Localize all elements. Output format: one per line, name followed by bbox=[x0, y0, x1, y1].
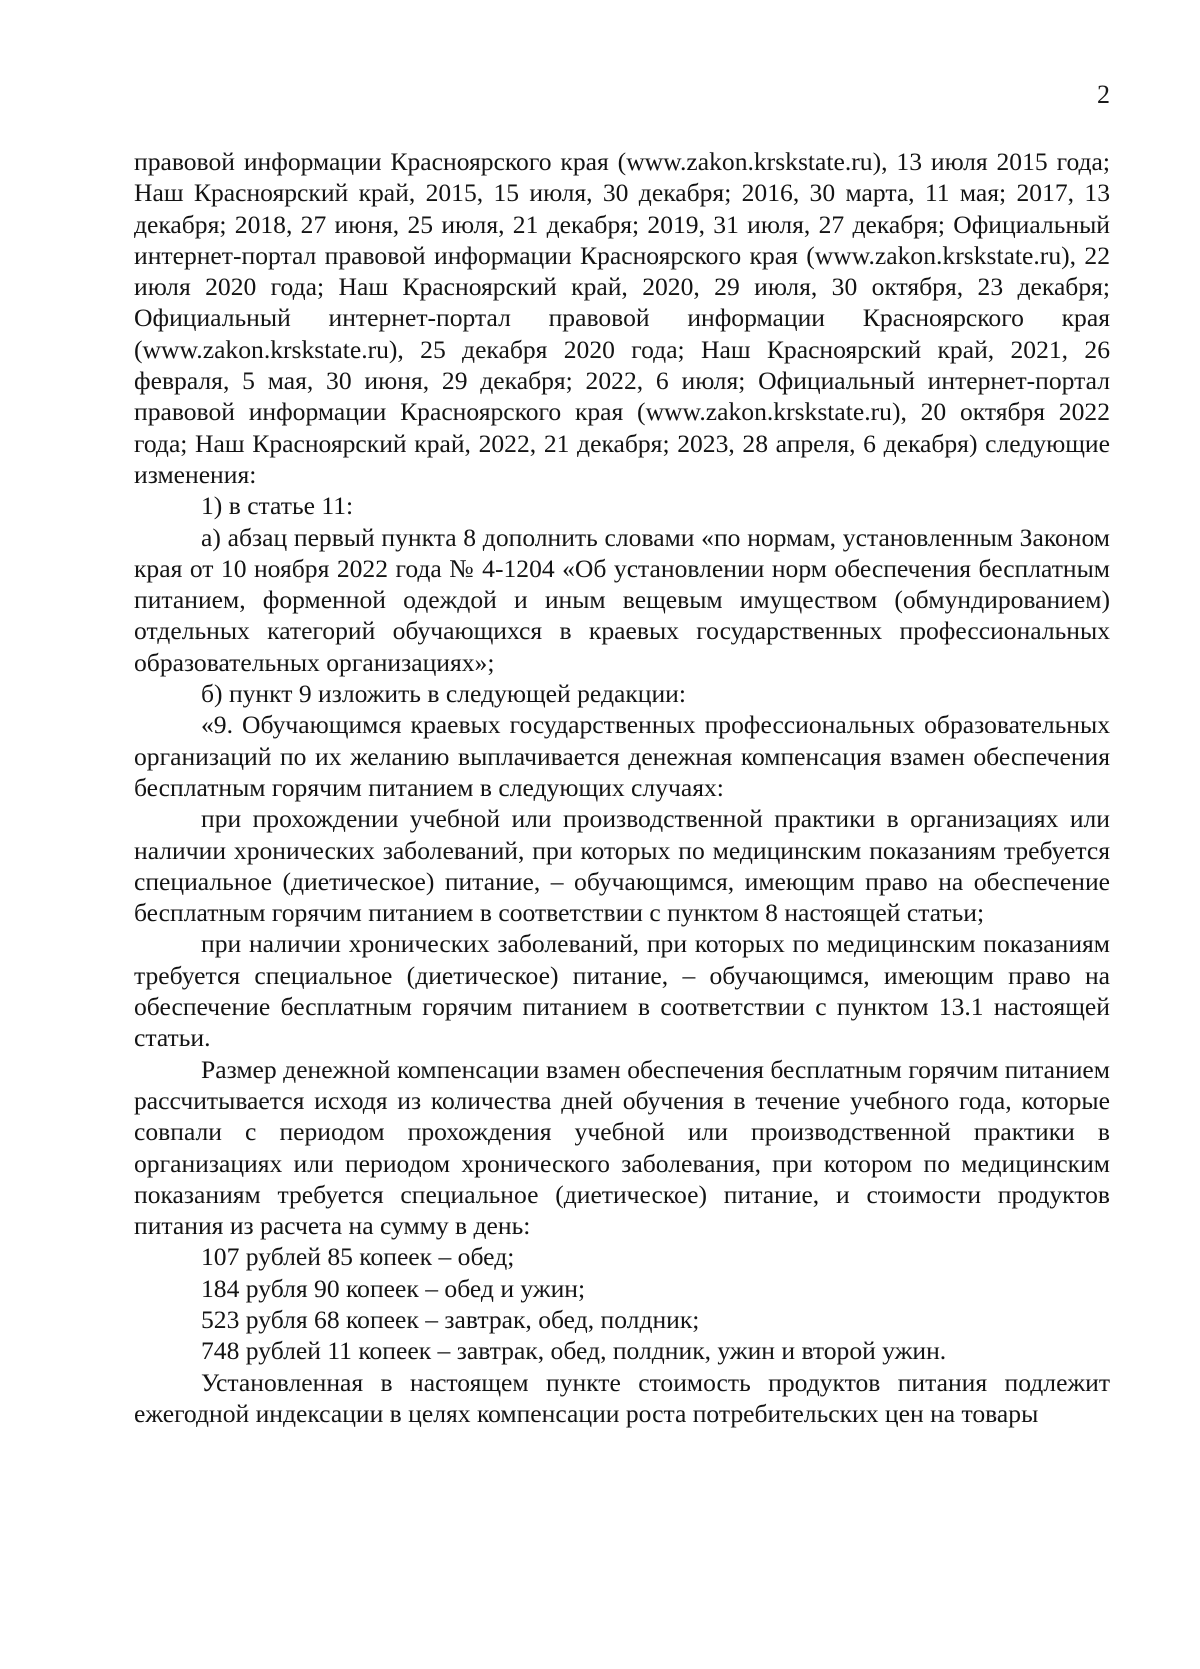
paragraph-subitem-b: б) пункт 9 изложить в следующей редакции: bbox=[201, 679, 686, 709]
paragraph-subitem-a: а) абзац первый пункта 8 дополнить словами «по нормам, установленным Законом края от 10 ноября 2022 года № 4-1204 «Об установлении норм обеспечения бесплатным питанием, форменной одеждой и иным вещевым имуществом (обмундированием) отдельных категорий обучающихся в краевых государственных профессиональных образовательных организациях»; bbox=[134, 522, 1110, 677]
paragraph-item-1: 1) в статье 11: bbox=[201, 491, 354, 521]
price-item-lunch-dinner: 184 рубля 90 копеек – обед и ужин; bbox=[201, 1273, 586, 1303]
paragraph-indexation: Установленная в настоящем пункте стоимость продуктов питания подлежит ежегодной индексации в целях компенсации роста потребительских цен на товары bbox=[134, 1367, 1110, 1428]
price-item-breakfast-lunch-snack: 523 рубля 68 копеек – завтрак, обед, полдник; bbox=[201, 1304, 700, 1334]
price-item-full-day: 748 рублей 11 копеек – завтрак, обед, полдник, ужин и второй ужин. bbox=[201, 1336, 947, 1366]
page-number: 2 bbox=[1097, 80, 1110, 109]
paragraph-point-9: «9. Обучающимся краевых государственных профессиональных образовательных организаций по их желанию выплачивается денежная компенсация взамен обеспечения бесплатным горячим питанием в следующих случаях: bbox=[134, 710, 1110, 802]
price-item-lunch: 107 рублей 85 копеек – обед; bbox=[201, 1242, 515, 1272]
document-body bbox=[134, 146, 1110, 1429]
paragraph-compensation-size: Размер денежной компенсации взамен обеспечения бесплатным горячим питанием рассчитывается исходя из количества дней обучения в течение учебного года, которые совпали с периодом прохождения учебной или производственной практики в организациях или периодом хронического заболевания, при котором по медицинским показаниям требуется специальное (диетическое) питание, и стоимости продуктов питания из расчета на сумму в день: bbox=[134, 1054, 1110, 1241]
paragraph-publication-list: правовой информации Красноярского края (www.zakon.krskstate.ru), 13 июля 2015 года; Наш Красноярский край, 2015, 15 июля, 30 декабря; 2016, 30 марта, 11 мая; 2017, 13 декабря; 2018, 27 июня, 25 июля, 21 декабря; 2019, 31 июля, 27 декабря; Официальный интернет-портал правовой информации Красноярского края (www.zakon.krskstate.ru), 22 июля 2020 года; Наш Красноярский край, 2020, 29 июля, 30 октября, 23 декабря; Официальный интернет-портал правовой информации Красноярского края (www.zakon.krskstate.ru), 25 декабря 2020 года; Наш Красноярский край, 2021, 26 февраля, 5 мая, 30 июня, 29 декабря; 2022, 6 июля; Официальный интернет-портал правовой информации Красноярского края (www.zakon.krskstate.ru), 20 октября 2022 года; Наш Красноярский край, 2022, 21 декабря; 2023, 28 апреля, 6 декабря) следующие изменения: bbox=[134, 147, 1110, 489]
paragraph-case-chronic: при наличии хронических заболеваний, при которых по медицинским показаниям требуется специальное (диетическое) питание, – обучающимся, имеющим право на обеспечение бесплатным горячим питанием в соответствии с пунктом 13.1 настоящей статьи. bbox=[134, 929, 1110, 1053]
paragraph-case-practice: при прохождении учебной или производственной практики в организациях или наличии хронических заболеваний, при которых по медицинским показаниям требуется специальное (диетическое) питание, – обучающимся, имеющим право на обеспечение бесплатным горячим питанием в соответствии с пунктом 8 настоящей статьи; bbox=[134, 804, 1110, 928]
